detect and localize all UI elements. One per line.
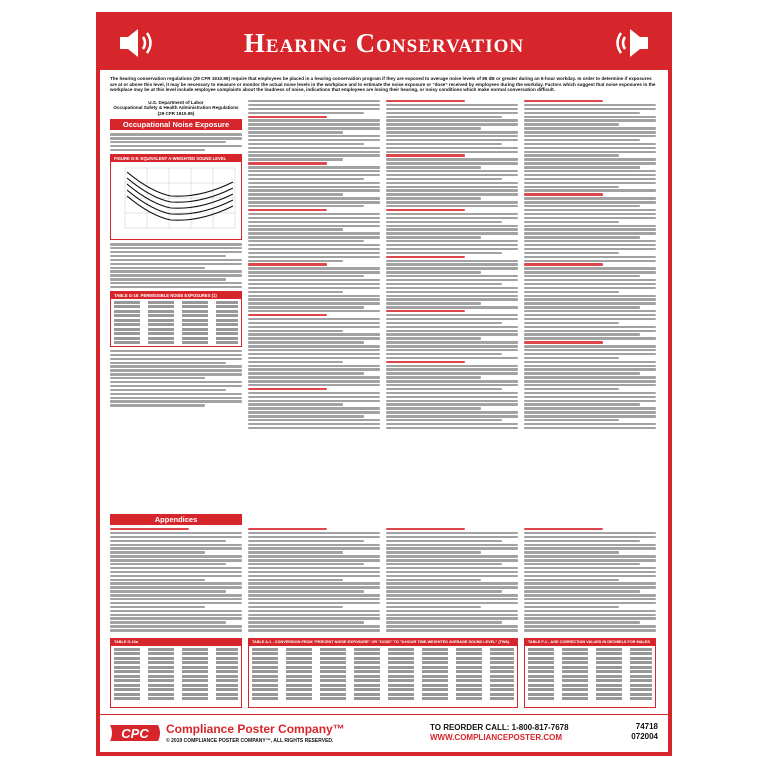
regulation-text	[110, 243, 242, 288]
appendix-text-1	[110, 528, 242, 633]
product-codes	[631, 722, 658, 742]
agency-heading: U.S. Department of Labor Occupational Safety & Health Administration Regulations (29 CFR 1910.95)	[113, 100, 239, 116]
table-f1	[524, 638, 656, 708]
table-a1	[248, 638, 518, 708]
table-title: TABLE F-1 - AGE CORRECTION VALUES IN DECIBELS FOR MALES	[525, 639, 655, 646]
footer-divider	[100, 714, 668, 715]
svg-text:CPC: CPC	[121, 726, 149, 741]
website-link[interactable]: WWW.COMPLIANCEPOSTER.COM	[430, 733, 562, 742]
intro-paragraph: The hearing conservation regulations (29 CFR 1910.95) require that employees be placed in a hearing conservation program if they are exposed to average noise levels of 85 dB or greater during an 8-hour workday. In order to determine if exposures are at or above this level, it may be necessary to measure or monitor the actual noise levels in the workplace and to estimate the noise exposure or "dose" received by employees during the workday. Factors which suggest that noise exposures in the workplace may be at this level include employee complaints about the loudness of noise, indications that employees are losing their hearing, or noisy conditions which make normal conversation difficult.	[110, 76, 656, 93]
regulation-text	[248, 100, 380, 429]
column-3	[386, 100, 518, 432]
product-code: 74718	[635, 722, 658, 731]
equivalent-sound-level-curves	[111, 162, 241, 239]
column-4	[524, 100, 656, 432]
regulation-text	[110, 133, 242, 151]
regulation-text	[386, 100, 518, 429]
figure-title: FIGURE G-9: EQUIVALENT A-WEIGHTED SOUND LEVEL	[111, 155, 241, 162]
appendix-text-2	[248, 528, 380, 633]
reorder-phone: TO REORDER CALL: 1-800-817-7678	[430, 723, 569, 732]
table-title: TABLE G-16a	[111, 639, 241, 646]
speaker-icon	[610, 26, 650, 60]
footer	[100, 716, 668, 756]
bottom-tables	[100, 638, 668, 708]
copyright: © 2019 COMPLIANCE POSTER COMPANY™, ALL RIGHTS RESERVED.	[166, 738, 334, 744]
cpc-logo	[108, 722, 162, 744]
table-title: TABLE A-1 - CONVERSION FROM "PERCENT NOISE EXPOSURE" OR "DOSE" TO "8-HOUR TIME-WEIGHTED AVERAGE SOUND LEVEL" (TWA)	[249, 639, 517, 646]
hearing-conservation-poster	[96, 12, 672, 756]
column-2	[248, 100, 380, 432]
table-g16	[110, 291, 242, 347]
appendix-text-4	[524, 528, 656, 633]
appendix-text-3	[386, 528, 518, 633]
figure-g9	[110, 154, 242, 240]
title-banner	[100, 16, 668, 70]
column-1	[110, 100, 242, 410]
revision-code: 072004	[631, 732, 658, 741]
table-g16a	[110, 638, 242, 708]
regulation-text	[524, 100, 656, 429]
section-title-bar: Occupational Noise Exposure	[110, 119, 242, 130]
appendices-title-bar: Appendices	[110, 514, 242, 525]
table-title: TABLE G-16: PERMISSIBLE NOISE EXPOSURES (1)	[111, 292, 241, 299]
regulation-text	[110, 350, 242, 407]
speaker-icon	[118, 26, 158, 60]
poster-title: Hearing Conservation	[243, 28, 525, 58]
company-name: Compliance Poster Company™	[166, 722, 345, 736]
